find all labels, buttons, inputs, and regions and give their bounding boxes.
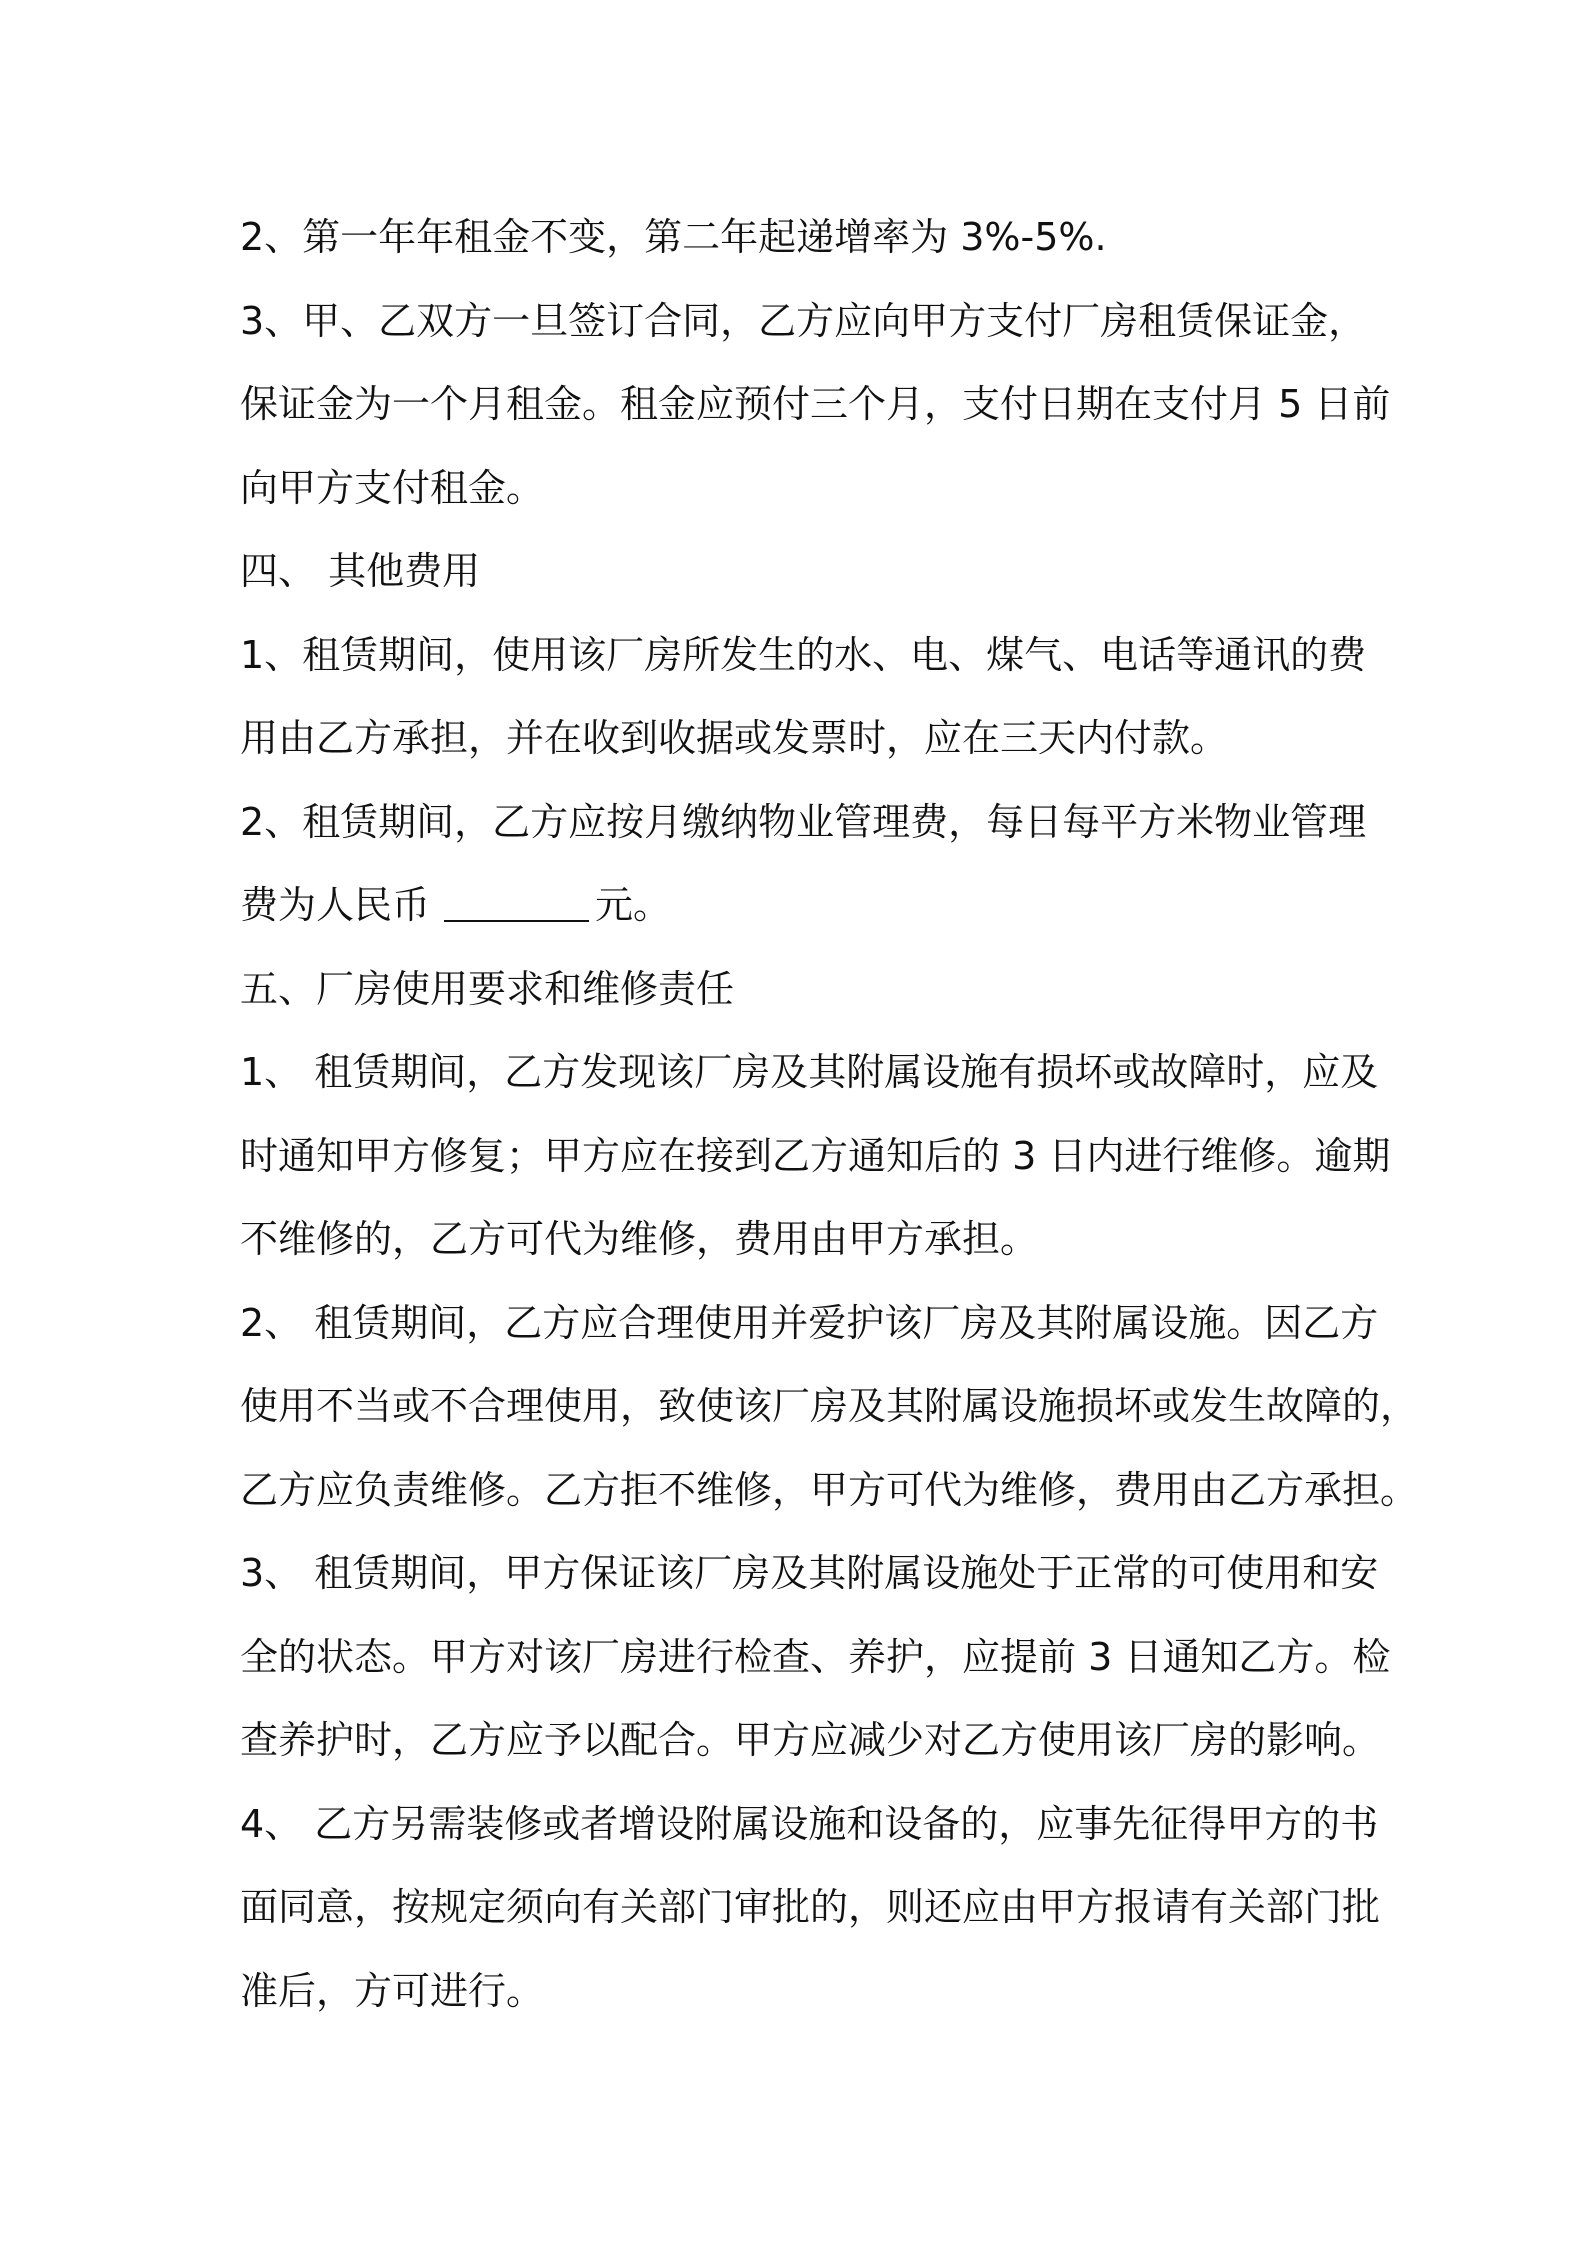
text-line: 全的状态。甲方对该厂房进行检查、养护，应提前 3 日通知乙方。检	[240, 1634, 1391, 1679]
fee-suffix: 元。	[595, 883, 672, 927]
fee-prefix: 费为人民币	[240, 883, 431, 927]
contract-text	[240, 196, 1419, 2033]
text-line: 2、租赁期间，乙方应按月缴纳物业管理费，每日每平方米物业管理	[240, 799, 1367, 844]
text-line: 1、租赁期间，使用该厂房所发生的水、电、煤气、电话等通讯的费	[240, 632, 1367, 677]
fill-in-blank	[444, 882, 589, 922]
text-line: 3、 租赁期间，甲方保证该厂房及其附属设施处于正常的可使用和安	[240, 1551, 1379, 1595]
text-line: 准后，方可进行。	[240, 1968, 545, 2013]
text-line: 4、 乙方另需装修或者增设附属设施和设备的，应事先征得甲方的书	[240, 1801, 1379, 1846]
text-line: 3、甲、乙双方一旦签订合同，乙方应向甲方支付厂房租赁保证金，	[240, 298, 1367, 343]
text-line-with-blank	[240, 864, 1365, 948]
text-line: 2、第一年年租金不变，第二年起递增率为 3%-5%.	[240, 215, 1107, 259]
text-line: 面同意，按规定须向有关部门审批的，则还应由甲方报请有关部门批	[240, 1885, 1381, 1929]
text-line: 不维修的，乙方可代为维修，费用由甲方承担。	[240, 1217, 1039, 1261]
text-line: 2、 租赁期间，乙方应合理使用并爱护该厂房及其附属设施。因乙方	[240, 1300, 1379, 1345]
section-heading: 五、厂房使用要求和维修责任	[240, 966, 735, 1011]
text-line: 1、 租赁期间，乙方发现该厂房及其附属设施有损坏或故障时，应及	[240, 1050, 1379, 1094]
text-line: 用由乙方承担，并在收到收据或发票时，应在三天内付款。	[240, 716, 1229, 760]
text-line: 查养护时，乙方应予以配合。甲方应减少对乙方使用该厂房的影响。	[240, 1718, 1381, 1762]
text-line: 时通知甲方修复；甲方应在接到乙方通知后的 3 日内进行维修。逾期	[240, 1133, 1391, 1178]
section-heading: 四、 其他费用	[240, 549, 481, 593]
text-line: 乙方应负责维修。乙方拒不维修，甲方可代为维修，费用由乙方承担。	[240, 1467, 1419, 1512]
text-line: 使用不当或不合理使用，致使该厂房及其附属设施损坏或发生故障的，	[240, 1384, 1419, 1428]
text-line: 保证金为一个月租金。租金应预付三个月，支付日期在支付月 5 日前	[240, 382, 1391, 426]
text-line: 向甲方支付租金。	[240, 465, 545, 510]
